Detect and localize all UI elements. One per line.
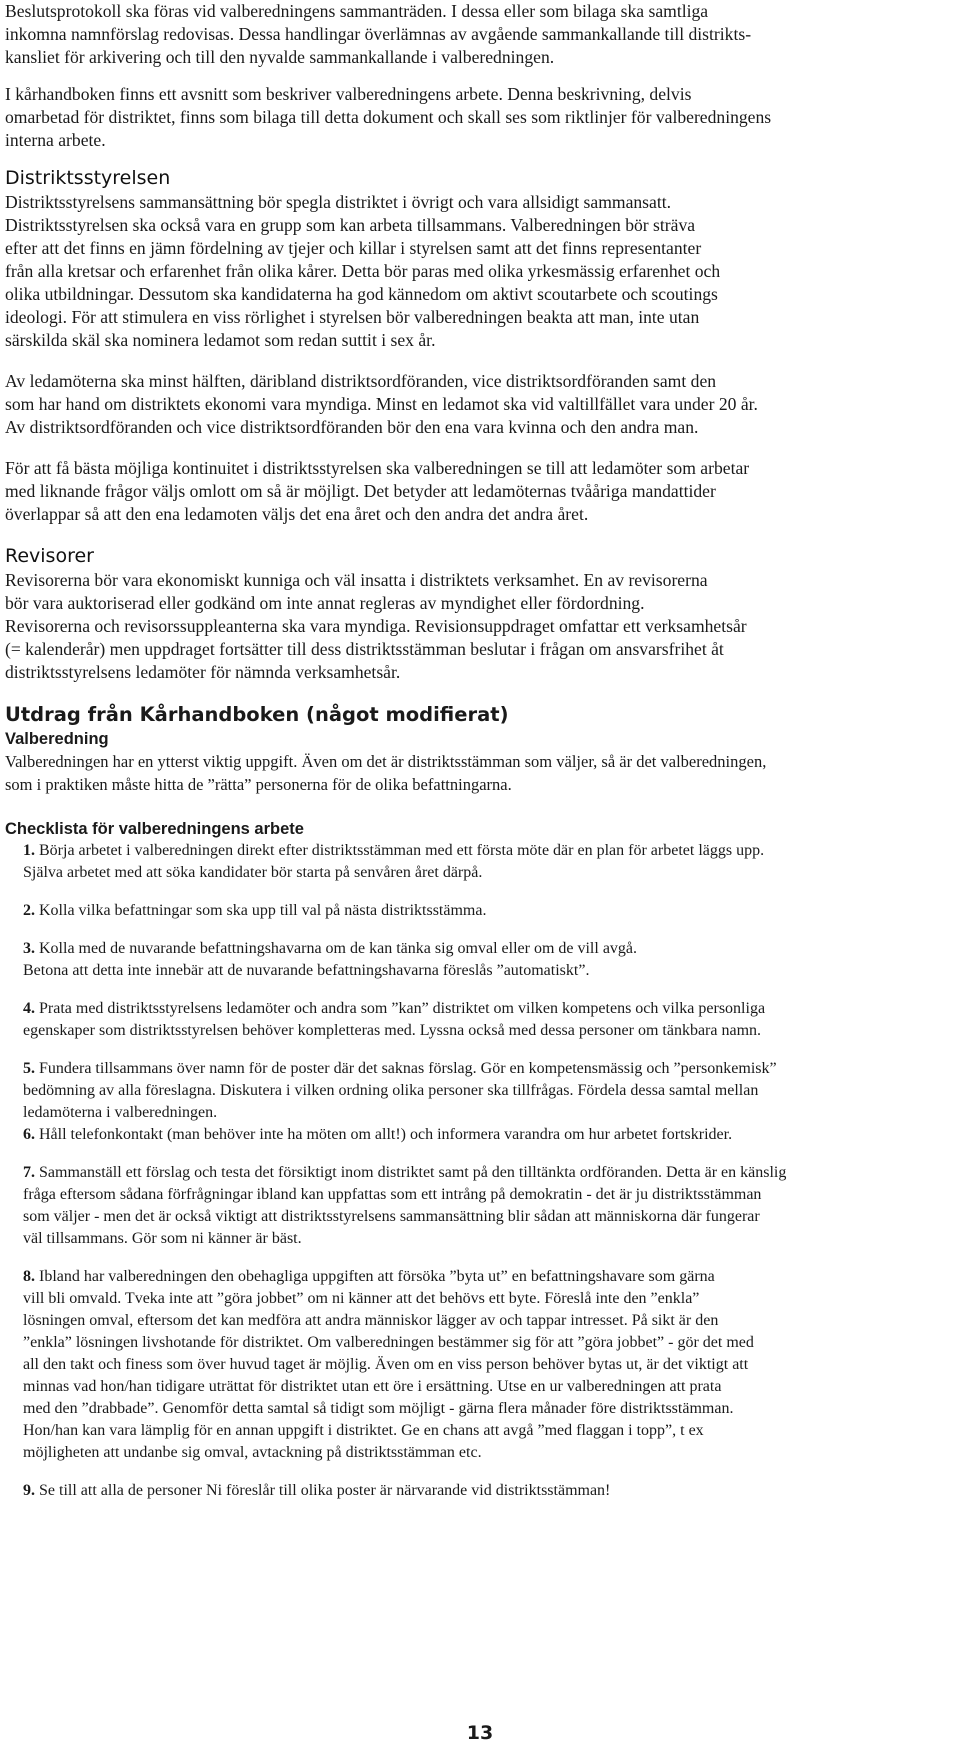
- body-line: Revisorerna och revisorssuppleanterna ska vara myndiga. Revisionsuppdraget omfattar ett verksamhetsår: [5, 616, 747, 636]
- checklist-number: 8.: [23, 1268, 35, 1285]
- checklist-text: Betona att detta inte innebär att de nuvarande befattningshavarna föreslås ”automatiskt”.: [23, 962, 590, 979]
- checklist-number: 9.: [23, 1482, 35, 1499]
- checklist-text: bedömning av alla föreslagna. Diskutera i vilken ordning olika personer ska tillfrågas. Fördela dessa samtal mellan: [23, 1082, 759, 1099]
- intro-line: interna arbete.: [5, 130, 106, 150]
- body-line: distriktsstyrelsens ledamöter för nämnda verksamhetsår.: [5, 662, 401, 682]
- checklist-item: [23, 1480, 955, 1502]
- body-line: efter att det finns en jämn fördelning av tjejer och killar i styrelsen samt att det finns representanter: [5, 238, 702, 258]
- checklist-text: Kolla med de nuvarande befattningshavarna om de kan tänka sig omval eller om de vill avgå.: [39, 940, 638, 957]
- checklist-line: [23, 998, 955, 1020]
- body-line: bör vara auktoriserad eller godkänd om inte annat regleras av myndighet eller fördordning.: [5, 593, 645, 613]
- checklist-line: [23, 1376, 955, 1398]
- checklist-line: [23, 1442, 955, 1464]
- section-heading-revisorer: Revisorer: [5, 545, 94, 567]
- body-line: ideologi. För att stimulera en viss rörlighet i styrelsen bör valberedningen beakta att man, inte utan: [5, 307, 700, 327]
- checklist-line: [23, 938, 955, 960]
- checklist-text: ledamöterna i valberedningen.: [23, 1104, 218, 1121]
- checklist-line: [23, 1080, 955, 1102]
- checklist-line: [23, 1124, 955, 1146]
- body-line: Av distriktsordföranden och vice distriktsordföranden bör den ena vara kvinna och den andra man.: [5, 417, 699, 437]
- checklist: [5, 840, 955, 1502]
- checklist-text: Hon/han kan vara lämplig för en annan uppgift i distriktet. Ge en chans att avgå ”med flaggan i topp”, t ex: [23, 1422, 704, 1439]
- checklist-line: [23, 1288, 955, 1310]
- checklist-text: Börja arbetet i valberedningen direkt efter distriktsstämman med ett första möte där en plan för arbetet läggs upp.: [39, 842, 765, 859]
- checklist-item: [23, 998, 955, 1042]
- checklist-line: [23, 1266, 955, 1288]
- checklist-line: [23, 1184, 955, 1206]
- checklist-number: 3.: [23, 940, 35, 957]
- body-line: Av ledamöterna ska minst hälften, däribland distriktsordföranden, vice distriktsordföranden samt den: [5, 371, 717, 391]
- checklist-line: [23, 960, 955, 982]
- checklist-text: Håll telefonkontakt (man behöver inte ha möten om allt!) och informera varandra om hur arbetet fortskrider.: [39, 1126, 733, 1143]
- body-line: särskilda skäl ska nominera ledamot som redan suttit i sex år.: [5, 330, 436, 350]
- checklist-number: 1.: [23, 842, 35, 859]
- checklist-text: Prata med distriktsstyrelsens ledamöter och andra som ”kan” distriktet om vilken kompetens och vilka personliga: [39, 1000, 766, 1017]
- checklist-text: minnas vad hon/han tidigare uträttat för distriktet utan ett öre i ersättning. Utse en ur valberedningen att prata: [23, 1378, 722, 1395]
- checklist-number: 6.: [23, 1126, 35, 1143]
- checklist-text: fråga eftersom sådana förfrågningar ibland kan uppfattas som ett intrång på demokratin - det är ju distriktsstämman: [23, 1186, 762, 1203]
- body-line: som i praktiken måste hitta de ”rätta” personerna för de olika befattningarna.: [5, 775, 512, 794]
- checklist-item: [23, 840, 955, 884]
- body-line: olika utbildningar. Dessutom ska kandidaterna ha god kännedom om aktivt scoutarbete och scoutings: [5, 284, 718, 304]
- subheading-valberedning: Valberedning: [5, 730, 109, 748]
- checklist-line: [23, 1206, 955, 1228]
- checklist-line: [23, 1020, 955, 1042]
- extract-heading: Utdrag från Kårhandboken (något modifierat): [5, 703, 509, 726]
- checklist-heading: Checklista för valberedningens arbete: [5, 820, 304, 838]
- checklist-line: [23, 1354, 955, 1376]
- checklist-item: [23, 900, 955, 922]
- checklist-item: [23, 1266, 955, 1464]
- checklist-text: Kolla vilka befattningar som ska upp till val på nästa distriktsstämma.: [39, 902, 487, 919]
- checklist-text: all den takt och finess som över huvud taget är möjlig. Även om en viss person behöver bytas ut, är det viktigt att: [23, 1356, 749, 1373]
- checklist-text: lösningen omval, eftersom det kan medföra att andra människor lägger av och tappar intresset. På sikt är den: [23, 1312, 719, 1329]
- checklist-text: möjligheten att undanbe sig omval, avtackning på distriktsstämman etc.: [23, 1444, 482, 1461]
- intro-line: kansliet för arkivering och till den nyvalde sammankallande i valberedningen.: [5, 47, 555, 67]
- checklist-line: [23, 900, 955, 922]
- checklist-text: som väljer - men det är också viktigt att distriktsstyrelsens sammansättning blir sådan att människorna där fungerar: [23, 1208, 760, 1225]
- checklist-line: [23, 1310, 955, 1332]
- intro-line: I kårhandboken finns ett avsnitt som beskriver valberedningens arbete. Denna beskrivning, delvis: [5, 84, 692, 104]
- checklist-number: 2.: [23, 902, 35, 919]
- checklist-text: vill bli omvald. Tveka inte att ”göra jobbet” om ni känner att det behövs ett byte. Föreslå inte den ”enkla”: [23, 1290, 700, 1307]
- checklist-text: Se till att alla de personer Ni föreslår till olika poster är närvarande vid distriktsstämman!: [39, 1482, 611, 1499]
- body-line: från alla kretsar och erfarenhet från olika kårer. Detta bör paras med olika yrkesmässig erfarenhet och: [5, 261, 721, 281]
- body-line: För att få bästa möjliga kontinuitet i distriktsstyrelsen ska valberedningen se till att ledamöter som arbetar: [5, 458, 750, 478]
- intro-line: inkomna namnförslag redovisas. Dessa handlingar överlämnas av avgående sammankallande till distrikts-: [5, 24, 752, 44]
- checklist-item: [23, 1124, 955, 1146]
- checklist-number: 4.: [23, 1000, 35, 1017]
- intro-line: Beslutsprotokoll ska föras vid valberedningens sammanträden. I dessa eller som bilaga ska samtliga: [5, 1, 709, 21]
- checklist-line: [23, 1228, 955, 1250]
- checklist-line: [23, 840, 955, 862]
- body-line: Revisorerna bör vara ekonomiskt kunniga och väl insatta i distriktets verksamhet. En av revisorerna: [5, 570, 708, 590]
- body-line: som har hand om distriktets ekonomi vara myndiga. Minst en ledamot ska vid valtillfället vara under 20 år.: [5, 394, 758, 414]
- body-line: (= kalenderår) men uppdraget fortsätter till dess distriktsstämman beslutar i frågan om ansvarsfrihet åt: [5, 639, 724, 659]
- checklist-item: [23, 1058, 955, 1124]
- body-line: Valberedningen har en ytterst viktig uppgift. Även om det är distriktsstämman som väljer, så är det valberedningen,: [5, 752, 767, 771]
- checklist-line: [23, 1162, 955, 1184]
- body-line: överlappar så att den ena ledamoten väljs det ena året och den andra det andra året.: [5, 504, 589, 524]
- checklist-number: 5.: [23, 1060, 35, 1077]
- checklist-line: [23, 1332, 955, 1354]
- checklist-line: [23, 1058, 955, 1080]
- checklist-line: [23, 1480, 955, 1502]
- checklist-text: Sammanställ ett förslag och testa det försiktigt inom distriktet samt på den tilltänkta ordföranden. Detta är en känslig: [39, 1164, 787, 1181]
- checklist-line: [23, 1102, 955, 1124]
- checklist-item: [23, 938, 955, 982]
- checklist-text: egenskaper som distriktsstyrelsen behöver kompletteras med. Lyssna också med dessa personer om tänkbara namn.: [23, 1022, 762, 1039]
- checklist-line: [23, 862, 955, 884]
- body-line: Distriktsstyrelsens sammansättning bör spegla distriktet i övrigt och vara allsidigt sammansatt.: [5, 192, 672, 212]
- body-line: med liknande frågor väljs omlott om så är möjligt. Det betyder att ledamöternas tvååriga mandattider: [5, 481, 716, 501]
- checklist-text: ”enkla” lösningen livshotande för distriktet. Om valberedningen bestämmer sig för att ”göra jobbet” - gör det med: [23, 1334, 754, 1351]
- checklist-item: [23, 1162, 955, 1250]
- checklist-text: väl tillsammans. Gör som ni känner är bäst.: [23, 1230, 302, 1247]
- checklist-text: Själva arbetet med att söka kandidater bör starta på senvåren året därpå.: [23, 864, 483, 881]
- checklist-text: Fundera tillsammans över namn för de poster där det saknas förslag. Gör en kompetensmässig och ”personkemisk”: [39, 1060, 777, 1077]
- checklist-line: [23, 1398, 955, 1420]
- checklist-text: Ibland har valberedningen den obehagliga uppgiften att försöka ”byta ut” en befattningshavare som gärna: [39, 1268, 715, 1285]
- page-number: 13: [466, 1722, 494, 1744]
- document-page: [5, 0, 955, 1502]
- intro-line: omarbetad för distriktet, finns som bilaga till detta dokument och skall ses som riktlinjer för valberedningens: [5, 107, 772, 127]
- body-line: Distriktsstyrelsen ska också vara en grupp som kan arbeta tillsammans. Valberedningen bör sträva: [5, 215, 696, 235]
- checklist-line: [23, 1420, 955, 1442]
- checklist-text: med den ”drabbade”. Genomför detta samtal så tidigt som möjligt - gärna flera månader före distriktsstämman.: [23, 1400, 734, 1417]
- checklist-number: 7.: [23, 1164, 35, 1181]
- section-heading-styrelsen: Distriktsstyrelsen: [5, 167, 171, 189]
